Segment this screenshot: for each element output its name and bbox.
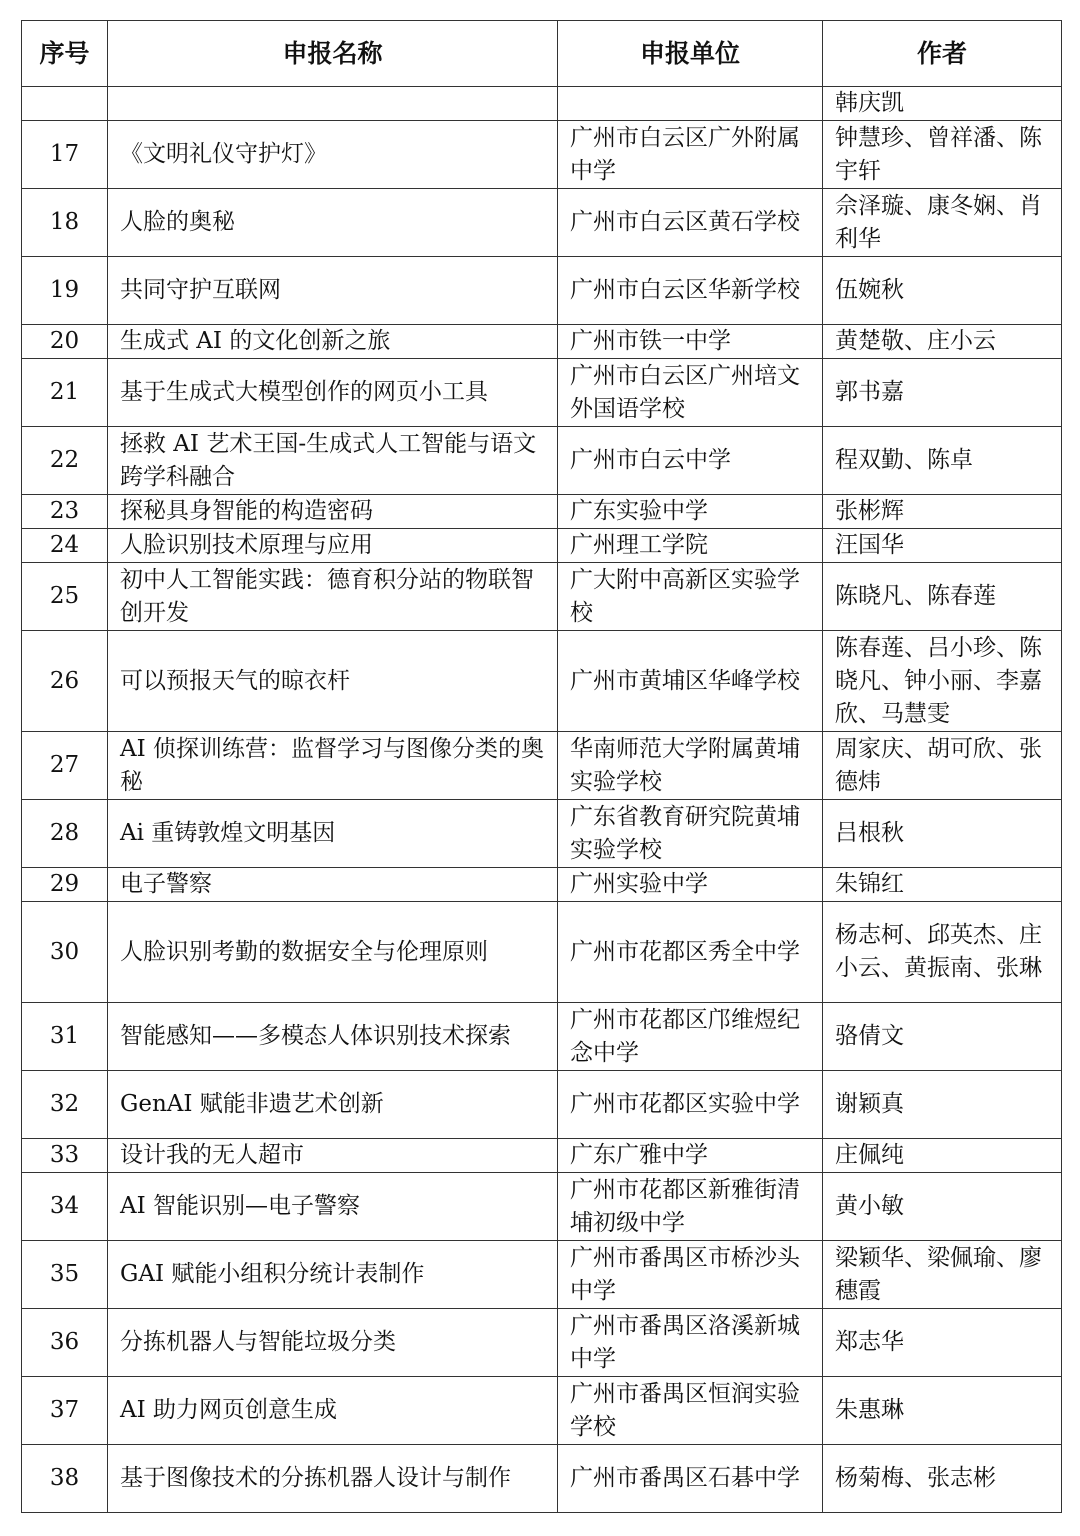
cell-title: 《文明礼仪守护灯》 xyxy=(108,121,558,189)
cell-no: 30 xyxy=(22,902,108,1003)
table-body xyxy=(22,87,1062,1513)
cell-title: 电子警察 xyxy=(108,868,558,902)
cell-author: 汪国华 xyxy=(823,529,1062,563)
cell-title: 人脸识别技术原理与应用 xyxy=(108,529,558,563)
cell-no: 32 xyxy=(22,1071,108,1139)
cell-title: Ai 重铸敦煌文明基因 xyxy=(108,800,558,868)
cell-title: AI 智能识别—电子警察 xyxy=(108,1173,558,1241)
cell-no: 34 xyxy=(22,1173,108,1241)
cell-title: 智能感知——多模态人体识别技术探索 xyxy=(108,1003,558,1071)
cell-author: 朱锦红 xyxy=(823,868,1062,902)
cell-unit: 广州市花都区实验中学 xyxy=(558,1071,823,1139)
cell-no: 38 xyxy=(22,1445,108,1513)
cell-title: 拯救 AI 艺术王国-生成式人工智能与语文跨学科融合 xyxy=(108,427,558,495)
table-row xyxy=(22,325,1062,359)
header-author: 作者 xyxy=(823,21,1062,87)
cell-unit: 广大附中高新区实验学校 xyxy=(558,563,823,631)
cell-no: 27 xyxy=(22,732,108,800)
cell-title: 人脸识别考勤的数据安全与伦理原则 xyxy=(108,902,558,1003)
cell-author: 骆倩文 xyxy=(823,1003,1062,1071)
cell-no: 17 xyxy=(22,121,108,189)
cell-author: 陈春莲、吕小珍、陈晓凡、钟小丽、李嘉欣、马慧雯 xyxy=(823,631,1062,732)
cell-no: 31 xyxy=(22,1003,108,1071)
cell-unit: 广州实验中学 xyxy=(558,868,823,902)
table-row xyxy=(22,1139,1062,1173)
header-title: 申报名称 xyxy=(108,21,558,87)
cell-no: 35 xyxy=(22,1241,108,1309)
cell-no: 26 xyxy=(22,631,108,732)
cell-no: 24 xyxy=(22,529,108,563)
table-row xyxy=(22,631,1062,732)
cell-author: 郭书嘉 xyxy=(823,359,1062,427)
cell-unit: 广东广雅中学 xyxy=(558,1139,823,1173)
cell-author: 吕根秋 xyxy=(823,800,1062,868)
cell-title: 可以预报天气的晾衣杆 xyxy=(108,631,558,732)
cell-author: 杨志柯、邱英杰、庄小云、黄振南、张琳 xyxy=(823,902,1062,1003)
header-unit: 申报单位 xyxy=(558,21,823,87)
cell-unit: 广州市白云中学 xyxy=(558,427,823,495)
cell-unit: 广东实验中学 xyxy=(558,495,823,529)
cell-title: 共同守护互联网 xyxy=(108,257,558,325)
cell-no: 37 xyxy=(22,1377,108,1445)
cell-unit: 广州市黄埔区华峰学校 xyxy=(558,631,823,732)
cell-author: 伍婉秋 xyxy=(823,257,1062,325)
cell-title: 人脸的奥秘 xyxy=(108,189,558,257)
cell-no: 29 xyxy=(22,868,108,902)
cell-unit: 广州市铁一中学 xyxy=(558,325,823,359)
cell-unit: 广州市花都区新雅街清埔初级中学 xyxy=(558,1173,823,1241)
table-row xyxy=(22,1241,1062,1309)
table-row xyxy=(22,1173,1062,1241)
table-row xyxy=(22,800,1062,868)
table-row xyxy=(22,902,1062,1003)
cell-unit xyxy=(558,87,823,121)
table-row xyxy=(22,1071,1062,1139)
header-no: 序号 xyxy=(22,21,108,87)
cell-no: 33 xyxy=(22,1139,108,1173)
award-list-table xyxy=(21,20,1062,1513)
cell-author: 梁颖华、梁佩瑜、廖穗霞 xyxy=(823,1241,1062,1309)
table-row xyxy=(22,529,1062,563)
cell-author: 黄小敏 xyxy=(823,1173,1062,1241)
cell-author: 谢颖真 xyxy=(823,1071,1062,1139)
cell-no: 22 xyxy=(22,427,108,495)
cell-author: 佘泽璇、康冬娴、肖利华 xyxy=(823,189,1062,257)
table-row xyxy=(22,87,1062,121)
cell-no xyxy=(22,87,108,121)
cell-author: 陈晓凡、陈春莲 xyxy=(823,563,1062,631)
table-row xyxy=(22,121,1062,189)
cell-author: 朱惠琳 xyxy=(823,1377,1062,1445)
cell-title: AI 侦探训练营：监督学习与图像分类的奥秘 xyxy=(108,732,558,800)
cell-unit: 广州市花都区秀全中学 xyxy=(558,902,823,1003)
cell-no: 28 xyxy=(22,800,108,868)
table-row xyxy=(22,1309,1062,1377)
cell-unit: 广州理工学院 xyxy=(558,529,823,563)
cell-title: 设计我的无人超市 xyxy=(108,1139,558,1173)
cell-author: 黄楚敬、庄小云 xyxy=(823,325,1062,359)
table-row xyxy=(22,1377,1062,1445)
cell-unit: 广州市番禺区洛溪新城中学 xyxy=(558,1309,823,1377)
header-row xyxy=(22,21,1062,87)
cell-title: 分拣机器人与智能垃圾分类 xyxy=(108,1309,558,1377)
cell-unit: 广州市番禺区恒润实验学校 xyxy=(558,1377,823,1445)
cell-no: 18 xyxy=(22,189,108,257)
cell-title: AI 助力网页创意生成 xyxy=(108,1377,558,1445)
cell-no: 36 xyxy=(22,1309,108,1377)
table-row xyxy=(22,563,1062,631)
cell-author: 庄佩纯 xyxy=(823,1139,1062,1173)
cell-unit: 广州市白云区广外附属中学 xyxy=(558,121,823,189)
cell-unit: 广州市白云区华新学校 xyxy=(558,257,823,325)
cell-author: 杨菊梅、张志彬 xyxy=(823,1445,1062,1513)
table-row xyxy=(22,427,1062,495)
cell-title xyxy=(108,87,558,121)
table-row xyxy=(22,732,1062,800)
cell-title: 基于生成式大模型创作的网页小工具 xyxy=(108,359,558,427)
cell-author: 周家庆、胡可欣、张德炜 xyxy=(823,732,1062,800)
cell-no: 19 xyxy=(22,257,108,325)
cell-author: 张彬辉 xyxy=(823,495,1062,529)
table-row xyxy=(22,495,1062,529)
cell-title: 探秘具身智能的构造密码 xyxy=(108,495,558,529)
table-row xyxy=(22,868,1062,902)
cell-no: 20 xyxy=(22,325,108,359)
cell-title: GAI 赋能小组积分统计表制作 xyxy=(108,1241,558,1309)
cell-unit: 广州市白云区广州培文外国语学校 xyxy=(558,359,823,427)
table-row xyxy=(22,257,1062,325)
cell-unit: 广州市花都区邝维煜纪念中学 xyxy=(558,1003,823,1071)
cell-author: 郑志华 xyxy=(823,1309,1062,1377)
cell-title: 生成式 AI 的文化创新之旅 xyxy=(108,325,558,359)
table-row xyxy=(22,1445,1062,1513)
cell-unit: 广州市番禺区市桥沙头中学 xyxy=(558,1241,823,1309)
cell-unit: 广州市白云区黄石学校 xyxy=(558,189,823,257)
cell-author: 钟慧珍、曾祥潘、陈宇轩 xyxy=(823,121,1062,189)
cell-title: 基于图像技术的分拣机器人设计与制作 xyxy=(108,1445,558,1513)
cell-no: 25 xyxy=(22,563,108,631)
cell-title: GenAI 赋能非遗艺术创新 xyxy=(108,1071,558,1139)
cell-no: 23 xyxy=(22,495,108,529)
cell-unit: 广州市番禺区石碁中学 xyxy=(558,1445,823,1513)
cell-author: 韩庆凯 xyxy=(823,87,1062,121)
table-row xyxy=(22,359,1062,427)
cell-no: 21 xyxy=(22,359,108,427)
cell-unit: 华南师范大学附属黄埔实验学校 xyxy=(558,732,823,800)
cell-title: 初中人工智能实践：德育积分站的物联智创开发 xyxy=(108,563,558,631)
cell-author: 程双勤、陈卓 xyxy=(823,427,1062,495)
table-row xyxy=(22,1003,1062,1071)
table-row xyxy=(22,189,1062,257)
cell-unit: 广东省教育研究院黄埔实验学校 xyxy=(558,800,823,868)
